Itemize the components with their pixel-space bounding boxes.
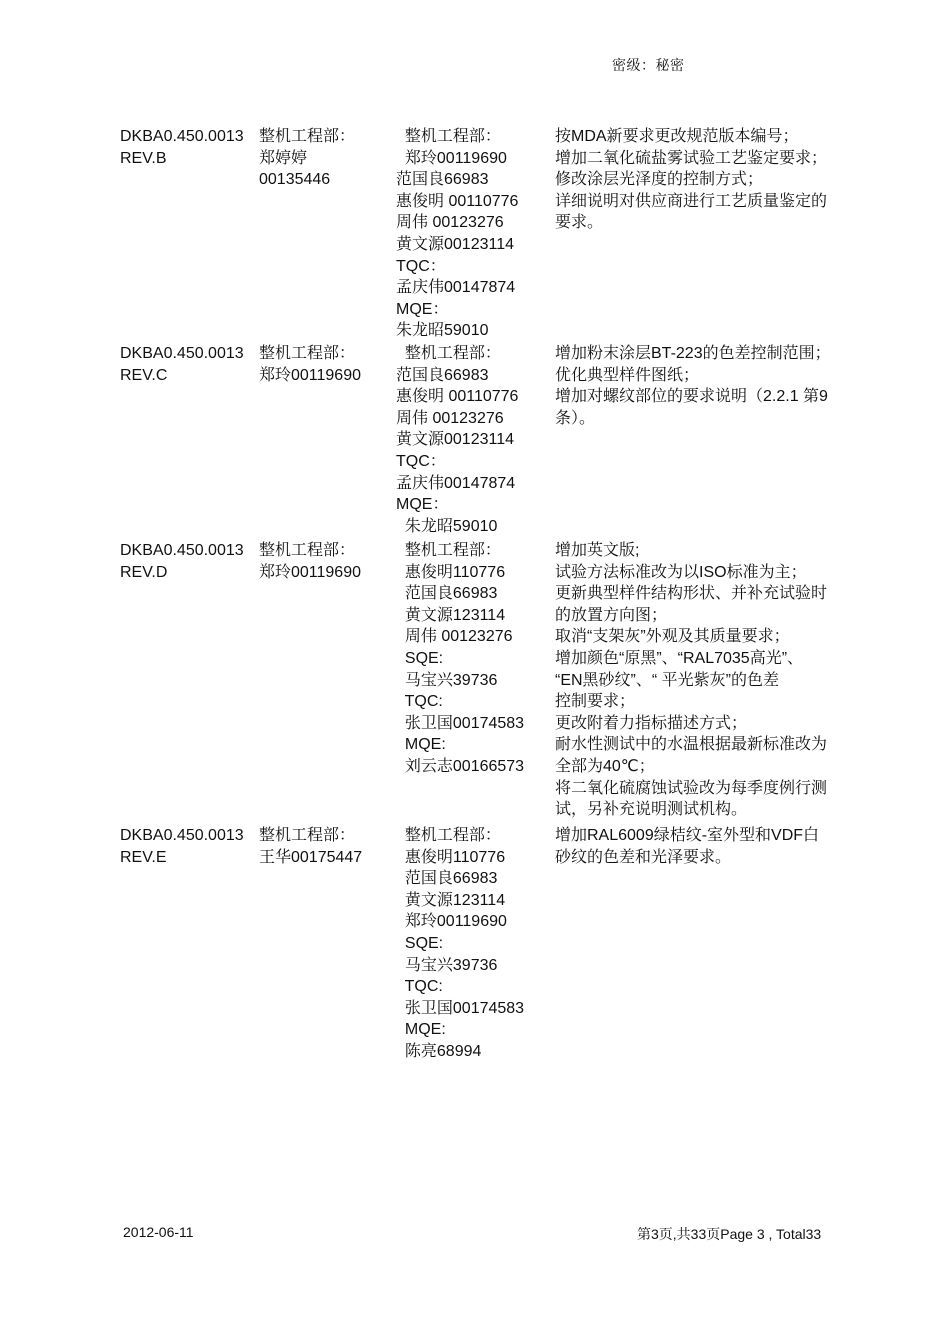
reviewer-line: 范国良66983 [396,171,489,189]
changes-cell [555,343,845,429]
reviewer-line: 张卫国00174583 [396,999,525,1017]
changes-cell [555,540,845,821]
reviewer-line: 陈亮68994 [396,1042,482,1060]
change-line: 条）。 [555,409,596,427]
changes-cell [555,126,845,234]
change-line: 增加对螺纹部位的要求说明（2.2.1 第9 [555,388,828,406]
change-line: 全部为40℃； [555,757,655,775]
reviewer-line: 周伟 00123276 [396,214,504,232]
author-line: 00135446 [259,171,331,189]
reviewer-line: 朱龙昭59010 [396,517,498,535]
reviewer-line: 周伟 00123276 [396,628,513,646]
change-line: “EN黑砂纹”、“ 平光紫灰”的色差 [555,671,779,689]
change-line: 按MDA新要求更改规范版本编号； [555,128,799,145]
reviewer-line: TQC： [396,452,446,470]
classification-label: 密级：秘密 [612,57,685,73]
reviewer-line: 黄文源00123114 [396,235,515,253]
reviewer-line: 整机工程部： [396,827,501,844]
reviewer-line: 黄文源00123114 [396,431,515,449]
change-line: 增加颜色“原黑”、“RAL7035高光”、 [555,649,804,667]
reviewer-line: SQE: [396,649,444,667]
reviewer-line: MQE: [396,1021,446,1039]
reviewer-line: 整机工程部： [396,128,501,145]
author-line: 整机工程部： [259,542,356,559]
reviewers-cell [396,540,524,778]
reviewer-line: MQE: [396,736,446,754]
reviewer-line: 范国良66983 [396,366,489,384]
change-line: 更改附着力指标描述方式； [555,714,748,732]
revision-label: REV.E [120,848,167,866]
author-line: 整机工程部： [259,128,356,145]
author-line: 王华00175447 [259,848,363,866]
revision-doc-cell [120,343,244,386]
reviewer-line: 刘云志00166573 [396,757,525,775]
change-line: 详细说明对供应商进行工艺质量鉴定的 [555,192,828,210]
reviewer-line: 孟庆伟00147874 [396,279,516,297]
author-line: 整机工程部： [259,345,356,362]
change-line: 增加二氧化硫盐雾试验工艺鉴定要求； [555,149,828,167]
change-line: 耐水性测试中的水温根据最新标准改为 [555,736,828,754]
changes-cell [555,825,845,868]
reviewer-line: TQC： [396,257,446,275]
change-line: 增加RAL6009绿桔纹-室外型和VDF白 [555,827,820,844]
author-line: 郑玲00119690 [259,563,362,581]
revision-doc-cell [120,126,244,169]
change-line: 优化典型样件图纸； [555,366,700,384]
change-line: 要求。 [555,214,604,232]
change-line: 修改涂层光泽度的控制方式； [555,171,764,189]
change-line: 将二氧化硫腐蚀试验改为每季度例行测 [555,779,828,797]
reviewer-line: 整机工程部： [396,542,501,559]
author-line: 整机工程部： [259,827,356,844]
author-line: 郑玲00119690 [259,366,362,384]
reviewer-line: TQC: [396,693,443,711]
change-line: 增加英文版; [555,542,640,559]
doc-number: DKBA0.450.0013 [120,128,244,145]
reviewer-line: 黄文源123114 [396,606,506,624]
reviewer-line: 黄文源123114 [396,891,506,909]
change-line: 增加粉末涂层BT-223的色差控制范围； [555,345,831,362]
reviewers-cell [396,343,518,537]
reviewer-line: 马宝兴39736 [396,956,498,974]
reviewers-cell [396,825,524,1063]
change-line: 砂纹的色差和光泽要求。 [555,848,732,866]
revision-label: REV.B [120,149,167,167]
revision-doc-cell [120,825,244,868]
reviewer-line: 惠俊明 00110776 [396,192,519,210]
change-line: 取消“支架灰”外观及其质量要求； [555,628,790,646]
author-cell [259,126,355,191]
reviewer-line: 范国良66983 [396,585,498,603]
change-line: 试，另补充说明测试机构。 [555,801,748,819]
reviewer-line: MQE： [396,496,449,514]
reviewer-line: 整机工程部： [396,345,501,362]
revision-label: REV.D [120,563,168,581]
footer-page-number: 第3页,共33页Page 3 , Total33 [637,1226,822,1242]
reviewer-line: 惠俊明110776 [396,848,506,866]
reviewer-line: 惠俊明 00110776 [396,388,519,406]
reviewer-line: 郑玲00119690 [396,149,507,167]
reviewer-line: 孟庆伟00147874 [396,474,516,492]
revision-doc-cell [120,540,244,583]
reviewer-line: 周伟 00123276 [396,409,504,427]
author-cell [259,540,361,583]
reviewer-line: 惠俊明110776 [396,563,506,581]
author-cell [259,825,362,868]
doc-number: DKBA0.450.0013 [120,542,244,559]
change-line: 的放置方向图； [555,606,668,624]
change-line: 更新典型样件结构形状、并补充试验时 [555,585,828,603]
reviewers-cell [396,126,518,342]
change-line: 控制要求； [555,693,636,711]
revision-label: REV.C [120,366,168,384]
reviewer-line: 马宝兴39736 [396,671,498,689]
author-line: 郑婷婷 [259,149,308,167]
reviewer-line: TQC: [396,978,443,996]
reviewer-line: 郑玲00119690 [396,913,507,931]
reviewer-line: 张卫国00174583 [396,714,525,732]
reviewer-line: 朱龙昭59010 [396,322,489,340]
reviewer-line: 范国良66983 [396,870,498,888]
change-line: 试验方法标准改为以ISO标准为主； [555,563,807,581]
doc-number: DKBA0.450.0013 [120,827,244,844]
footer-date: 2012-06-11 [123,1224,194,1240]
author-cell [259,343,361,386]
reviewer-line: MQE： [396,300,449,318]
doc-number: DKBA0.450.0013 [120,345,244,362]
reviewer-line: SQE: [396,934,444,952]
